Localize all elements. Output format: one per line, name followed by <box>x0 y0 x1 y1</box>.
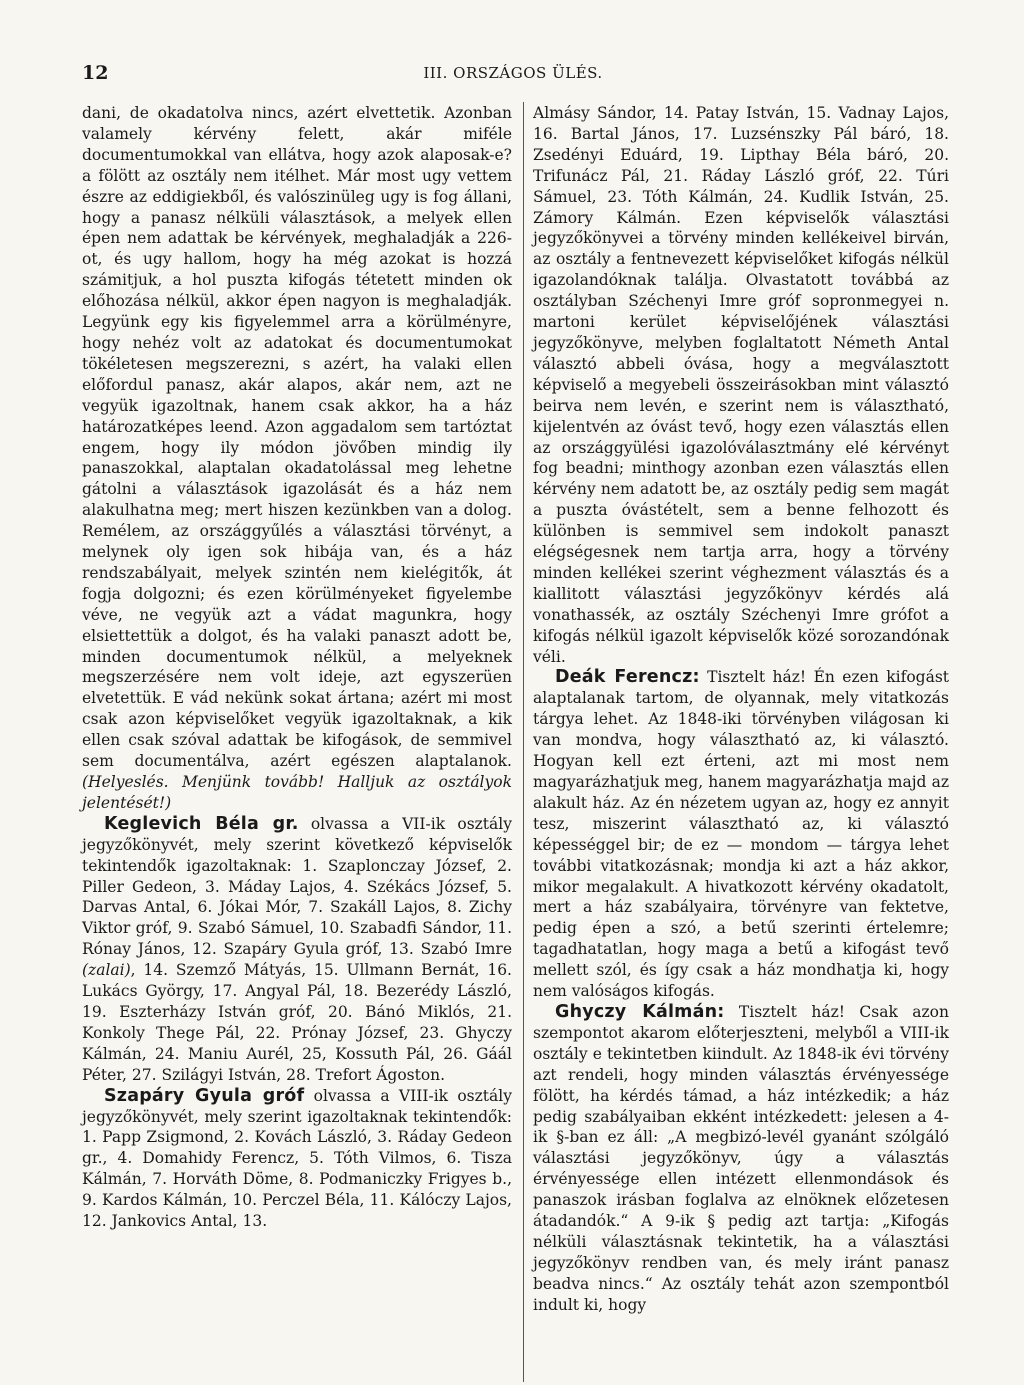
right-paragraph-3-text: Tisztelt ház! Csak azon szempontot akarom előterjeszteni, melyből a VIII-ik osztály e tekintetben kiindult. Az 1848-ik évi törvény azt rendeli, hogy minden választás érvényessége fölött, ha kérdés támad, a ház intézkedik; a ház pedig szabályaiban ekként intézkedett: jelesen a 4-ik §-ban ez áll: „A megbizó-levél gyanánt szólgáló választási jegyzőkönyv, úgy a választás érvényessége ellen intézett ellenmondások és panaszok irásban foglalva az elnöknek előzetesen átadandók.“ A 9-ik § pedig azt tartja: „Kifogás nélküli választásnak tekintetik, ha a választási jegyzőkönyv rendben van, és mely iránt panasz beadva nincs.“ Az osztály tehát azon szempontból indult ki, hogy <box>533 1002 949 1314</box>
page-header <box>82 62 944 88</box>
left-paragraph-1-text: dani, de okadatolva nincs, azért elvettetik. Azonban valamely kérvény felett, akár miféle documentumokkal van ellátva, hogy azok alaposak-e? a fölött az osztály nem itélhet. Már most ugy vettem észre az eddigiekből, és valószinüleg ugy is fog állani, hogy a panasz nélküli választások, a melyek ellen épen nem adattak be kérvények, meghaladják a 226-ot, és ugy hallom, hogy ha még azokat is hozzá számitjuk, a hol puszta kifogás tétetett minden ok előhozása nélkül, akkor épen nagyon is meghaladják. Legyünk egy kis figyelemmel arra a körülményre, hogy nehéz volt az adatokat és documentumokat tökéletesen megszerezni, s azért, ha valaki ellen előfordul panasz, akár alapos, akár nem, azt ne vegyük igazoltnak, hanem csak akkor, ha a ház határozatképes leend. Azon aggadalom sem tartóztat engem, hogy ily módon jövőben mindig ily panaszokkal, alaptalan okadatolással meg lehetne gátolni a választások igazolását és a ház nem alakulhatna meg; mert hiszen kezünkben van a dolog. Remélem, az országgyűlés a választási törvényt, a melynek oly igen sok hibája van, és a ház rendszabályait, melyek szintén nem kielégitők, át fogja dolgozni; és ezen körülményeket figyelembe véve, ne vegyük azt a vádat magunkra, hogy elsiettettük a dolgot, és ha valaki panaszt adott be, minden documentumok nélkül, a melyeknek megszerzésére nem volt ideje, azt egyszerüen elvetettük. E vád nekünk sokat ártana; azért mi most csak azon képviselőket vegyük igazoltaknak, a kik ellen csak szóval adattak be kifogások, de semmivel sem documentálva, azért egészen alaptalanok. <box>82 104 512 771</box>
speaker-name: Deák Ferencz: <box>555 667 700 688</box>
running-head: III. ORSZÁGOS ÜLÉS. <box>423 64 603 82</box>
left-paragraph-1-reaction: (Helyeslés. Menjünk tovább! Halljuk az osztályok jelentését!) <box>82 773 512 812</box>
left-column <box>82 103 512 1232</box>
left-paragraph-1 <box>82 103 512 814</box>
right-paragraph-2-text: Tisztelt ház! Én ezen kifogást alaptalanak tartom, de olyannak, mely vitatkozás tárgya lehet. Az 1848-iki törvényben világosan ki van mondva, hogy választható az, ki választó. Hogyan kell ezt érteni, azt mi most nem magyarázhatjuk meg, hanem magyarázhatja majd az alakult ház. Az én nézetem ugyan az, hogy ez annyit tesz, miszerint választható az, ki választó képességgel bir; de ez — mondom — tárgya lehet további vitatkozásnak; mondja ki azt a ház akkor, mikor megalakult. A hivatkozott kérvény okadatolt, mert a ház szabályaira, törvényre van fektetve, pedig épen a szó, a betű szerinti értelemre; tagadhatatlan, hogy maga a betű a kifogást tevő mellett szól, és így csak a ház mondhatja ki, hogy nem valóságos kifogás. <box>533 668 949 1001</box>
column-divider <box>523 102 524 1382</box>
speaker-name: Szapáry Gyula gróf <box>104 1085 305 1106</box>
speaker-name: Ghyczy Kálmán: <box>555 1001 725 1022</box>
left-paragraph-2 <box>82 814 512 1086</box>
left-paragraph-2-text: olvassa a VII-ik osztály jegyzőkönyvét, mely szerint következő képviselők tekintendők igazoltaknak: 1. Szaplonczay József, 2. Piller Gedeon, 3. Máday Lajos, 4. Székács József, 5. Darvas Antal, 6. Jókai Mór, 7. Szakáll Lajos, 8. Zichy Viktor gróf, 9. Szabó Sámuel, 10. Szabadfi Sándor, 11. Rónay János, 12. Szapáry Gyula gróf, 13. Szabó Imre <box>82 814 512 959</box>
page-number: 12 <box>82 62 109 84</box>
right-paragraph-3 <box>533 1002 949 1316</box>
right-paragraph-2 <box>533 667 949 1002</box>
right-paragraph-1-text: Almásy Sándor, 14. Patay István, 15. Vadnay Lajos, 16. Bartal János, 17. Luzsénszky Pál báró, 18. Zsedényi Eduárd, 19. Lipthay Béla báró, 20. Trifunácz Pál, 21. Ráday László gróf, 22. Túri Sámuel, 23. Tóth Kálmán, 24. Kudlik István, 25. Zámory Kálmán. Ezen képviselők választási jegyzőkönyvei a törvény minden kellékeivel birván, az osztály a fentnevezett képviselőket kifogás nélkül igazolandóknak találja. Olvastatott továbbá az osztályban Széchenyi Imre gróf sopronmegyei n. martoni kerület képviselőjének választási jegyzőkönyve, melyben foglaltatott Németh Antal választó abbeli óvása, hogy a megválasztott képviselő a megyebeli összeirásokban mint választó beirva nem levén, e szerint nem is választható, kijelentvén az óvást tevő, hogy ezen választás ellen az országgyülési igazolóválasztmány elé kérvényt fog beadni; minthogy azonban ezen választás ellen kérvény nem adatott be, az osztály pedig sem magát a puszta óvástételt, sem a benne felhozott és különben is semmivel sem indokolt panaszt elégségesnek nem tartja arra, hogy a törvény minden kellékei szerint véghezment választás és a kiallitott választási jegyzőkönyv kérdés alá vonathassék, az osztály Széchenyi Imre grófot a kifogás nélkül igazolt képviselők közé sorozandónak véli. <box>533 104 949 666</box>
left-paragraph-2-note: (zalai) <box>82 961 131 980</box>
left-paragraph-3-text: olvassa a VIII-ik osztály jegyzőkönyvét, mely szerint igazoltaknak tekintendők: 1. Papp Zsigmond, 2. Kovách László, 3. Ráday Gedeon gr., 4. Domahidy Ferencz, 5. Tóth Vilmos, 6. Tisza Kálmán, 7. Horváth Döme, 8. Podmaniczky Frigyes b., 9. Kardos Kálmán, 10. Perczel Béla, 11. Kálóczy Lajos, 12. Jankovics Antal, 13. <box>82 1086 512 1231</box>
right-column <box>533 103 949 1316</box>
left-paragraph-3 <box>82 1086 512 1232</box>
right-paragraph-1 <box>533 103 949 667</box>
speaker-name: Keglevich Béla gr. <box>104 813 299 834</box>
left-paragraph-2-text-end: , 14. Szemző Mátyás, 15. Ullmann Bernát, 16. Lukács György, 17. Angyal Pál, 18. Bezerédy László, 19. Eszterházy István gróf, 20. Bánó Miklós, 21. Konkoly Thege Pál, 22. Prónay József, 23. Ghyczy Kálmán, 24. Maniu Aurél, 25, Kossuth Pál, 26. Gáál Péter, 27. Szilágyi István, 28. Trefort Ágoston. <box>82 961 512 1084</box>
